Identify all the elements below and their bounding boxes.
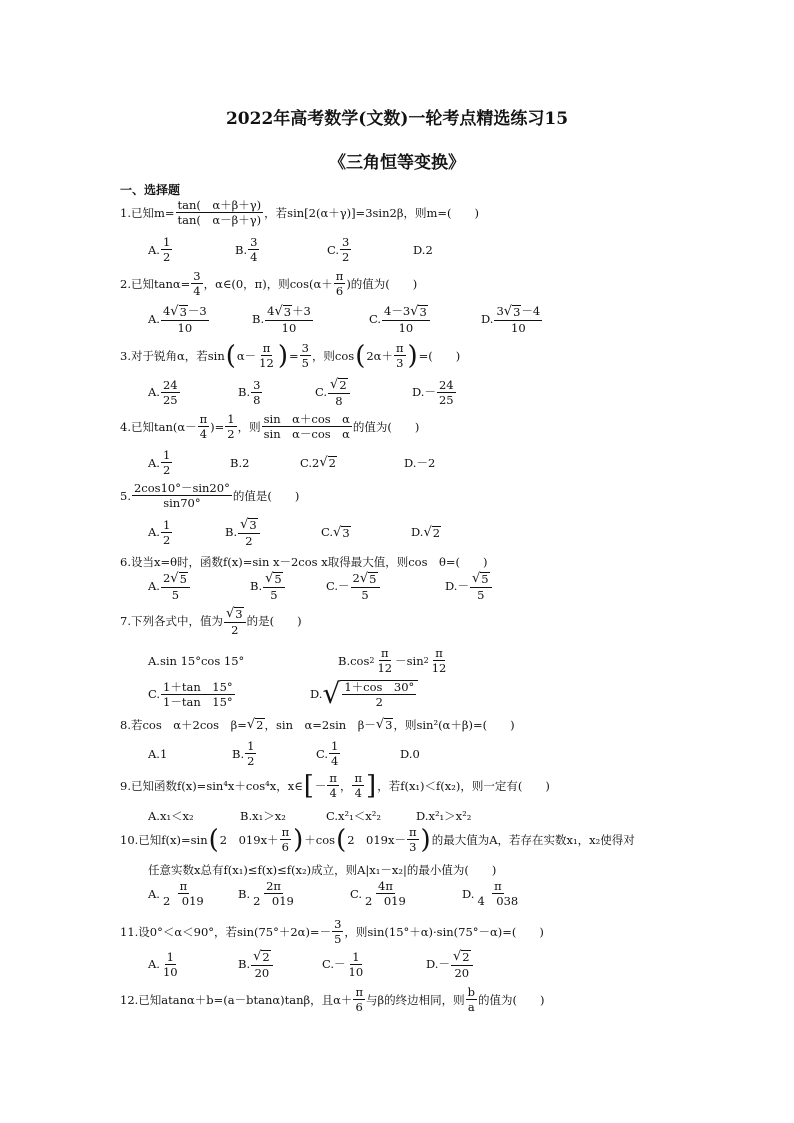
option-d[interactable]: D.－ √ 2 20 (426, 950, 474, 979)
question-11: 11.设0°＜α＜90°，若sin(75°＋2α)=－ $\frac{3}{5}$ ，则sin(15°＋α)·sin(75°－α)=( ) (120, 917, 544, 947)
option-a[interactable]: A. 4 √ 3 －3 10 (148, 304, 207, 335)
options-8 (148, 740, 420, 767)
option-c[interactable]: C. 4－3 √ 3 10 (369, 305, 481, 334)
option-d[interactable]: D. √ 2 (411, 524, 441, 540)
option-d[interactable]: D. 3 √ 3 －4 10 (481, 304, 541, 335)
option-b[interactable]: B. 4 √ 3 ＋3 10 (252, 304, 311, 335)
options-4 (148, 449, 435, 476)
option-d[interactable]: D.－2 (404, 455, 436, 470)
option-b[interactable]: B. $\frac{1}{2}$ (232, 739, 255, 769)
option-a[interactable]: A.sin 15°cos 15° (148, 653, 245, 668)
question-10: 10.已知f(x)=sin ( 2 019x＋ $\frac{\pi}{6}$ ) ＋cos ( 2 019x－ $\frac{\pi}{3}$ ) 的最大值为A，若存在实数x₁，x₂使得对 (120, 824, 635, 855)
option-d[interactable]: D.－ √ 5 5 (445, 572, 493, 601)
option-b[interactable]: B.x₁＞x₂ (240, 809, 286, 823)
question-9: 9.已知函数f(x)=sin⁴x＋cos⁴x，x∈ [ － $\frac{\pi}{4}$ ， $\frac{\pi}{4}$ ] ，若f(x₁)＜f(x₂)，则一定有( ) (120, 770, 550, 801)
option-d[interactable]: D. √ $\frac{1+\cos 30^\circ}{2}$ (310, 680, 418, 708)
fraction: $\frac{\tan( \alpha+\beta+\gamma)}{\tan( \alpha-\beta+\gamma)}$ (177, 198, 262, 228)
option-a[interactable]: A.1 (148, 746, 168, 761)
option-d[interactable]: D.x²₁＞x²₂ (416, 809, 472, 823)
option-b[interactable]: B. √ 2 20 (238, 950, 322, 979)
options-6 (148, 572, 493, 601)
options-11 (148, 950, 474, 979)
option-c[interactable]: C.2 √ 2 (300, 454, 336, 470)
section-heading: 一、选择题 (120, 183, 181, 197)
option-b[interactable]: B. $\frac{3}{8}$ (238, 377, 261, 407)
option-d[interactable]: D.0 (400, 746, 420, 761)
option-a[interactable]: A. 2 √ 5 5 (148, 572, 250, 601)
option-b[interactable]: B. √ 3 2 (225, 518, 321, 547)
question-8: 8.若cos α＋2cos β= √ 2 ，sin α=2sin β－ √ 3 ，则sin²(α＋β)=( ) (120, 717, 515, 733)
option-a[interactable]: A.x₁＜x₂ (148, 809, 194, 823)
option-b[interactable]: B. √ 5 5 (250, 572, 326, 601)
option-c[interactable]: C. $\frac{4\pi}{2 019}$ (350, 879, 406, 909)
option-b[interactable]: B. $\frac{2\pi}{2 019}$ (238, 879, 294, 909)
option-d[interactable]: D.－ $\frac{24}{25}$ (412, 377, 454, 407)
option-d[interactable]: D. $\frac{\pi}{4 038}$ (462, 879, 519, 909)
options-3 (148, 378, 457, 407)
option-b[interactable]: B.cos 2 $\frac{\pi}{12}$ －sin 2 $\frac{\pi}{12}$ (338, 646, 447, 676)
question-5: 5. $\frac{2\cos 10^\circ-\sin 20^\circ}{\sin 70^\circ}$ 的值是( ) (120, 481, 300, 511)
option-a[interactable]: A. $\frac{1}{10}$ (148, 949, 178, 979)
option-a[interactable]: A. $\frac{24}{25}$ (148, 377, 178, 407)
question-12: 12.已知atanα＋b=(a－btanα)tanβ，且α＋ $\frac{\pi}{6}$ 与β的终边相同，则 $\frac{b}{a}$ 的值为( ) (120, 985, 545, 1015)
options-7-cd (148, 677, 418, 710)
page-subtitle: 《三角恒等变换》 (329, 153, 465, 173)
options-10 (148, 880, 521, 907)
option-c[interactable]: C. √ 3 (321, 524, 350, 540)
options-9 (148, 808, 471, 824)
question-3: 3.对于锐角α，若sin ( α－ $\frac{\pi}{12}$ ) = $\frac{3}{5}$ ，则cos ( 2α＋ $\frac{\pi}{3}$ ) =( ) (120, 340, 461, 371)
option-a[interactable]: A. $\frac{1}{2}$ (148, 235, 171, 265)
options-1 (148, 236, 433, 263)
option-b[interactable]: B. $\frac{3}{4}$ (235, 235, 258, 265)
option-c[interactable]: C. $\frac{1+\tan 15^\circ}{1-\tan 15^\circ}$ (148, 679, 233, 709)
question-10-line2: 任意实数x总有f(x₁)≤f(x)≤f(x₂)成立，则A|x₁－x₂|的最小值为( ) (148, 863, 497, 877)
question-7: 7.下列各式中，值为 √ 3 2 的是( ) (120, 606, 302, 637)
question-1: 1.已知m= $\frac{\tan( \alpha+\beta+\gamma)}{\tan( \alpha-\beta+\gamma)}$ ，若sin[2(α＋γ)]=3sin2β，则m=( ) (120, 198, 479, 228)
options-7-ab (148, 647, 449, 674)
option-b[interactable]: B.2 (230, 455, 250, 470)
option-c[interactable]: C.－ $\frac{1}{10}$ (322, 949, 364, 979)
option-c[interactable]: C. $\frac{3}{2}$ (327, 235, 350, 265)
options-2 (148, 305, 543, 334)
option-a[interactable]: A. $\frac{1}{2}$ (148, 448, 171, 478)
question-2: 2.已知tanα= $\frac{3}{4}$ ，α∈(0，π)，则cos(α＋ $\frac{\pi}{6}$ )的值为( ) (120, 269, 418, 299)
option-c[interactable]: C.x²₁＜x²₂ (326, 809, 381, 823)
option-c[interactable]: C. $\frac{1}{4}$ (316, 739, 339, 769)
option-a[interactable]: A. $\frac{1}{2}$ (148, 517, 171, 547)
question-4: 4.已知tan(α－ $\frac{\pi}{4}$ )= $\frac{1}{2}$ ，则 $\frac{\text{sin α＋cos α}}{\text{sin α－cos α}}$ 的值为( ) (120, 412, 420, 442)
page-title: 2022年高考数学(文数)一轮考点精选练习15 (225, 109, 569, 129)
option-c[interactable]: C.－ 2 √ 5 5 (326, 572, 445, 601)
option-c[interactable]: C. √ 2 8 (315, 378, 412, 407)
option-a[interactable]: A. $\frac{\pi}{2 019}$ (148, 879, 204, 909)
option-d[interactable]: D.2 (413, 242, 433, 257)
options-5 (148, 518, 441, 547)
question-6: 6.设当x=θ时，函数f(x)=sin x－2cos x取得最大值，则cos θ=( ) (120, 555, 488, 569)
